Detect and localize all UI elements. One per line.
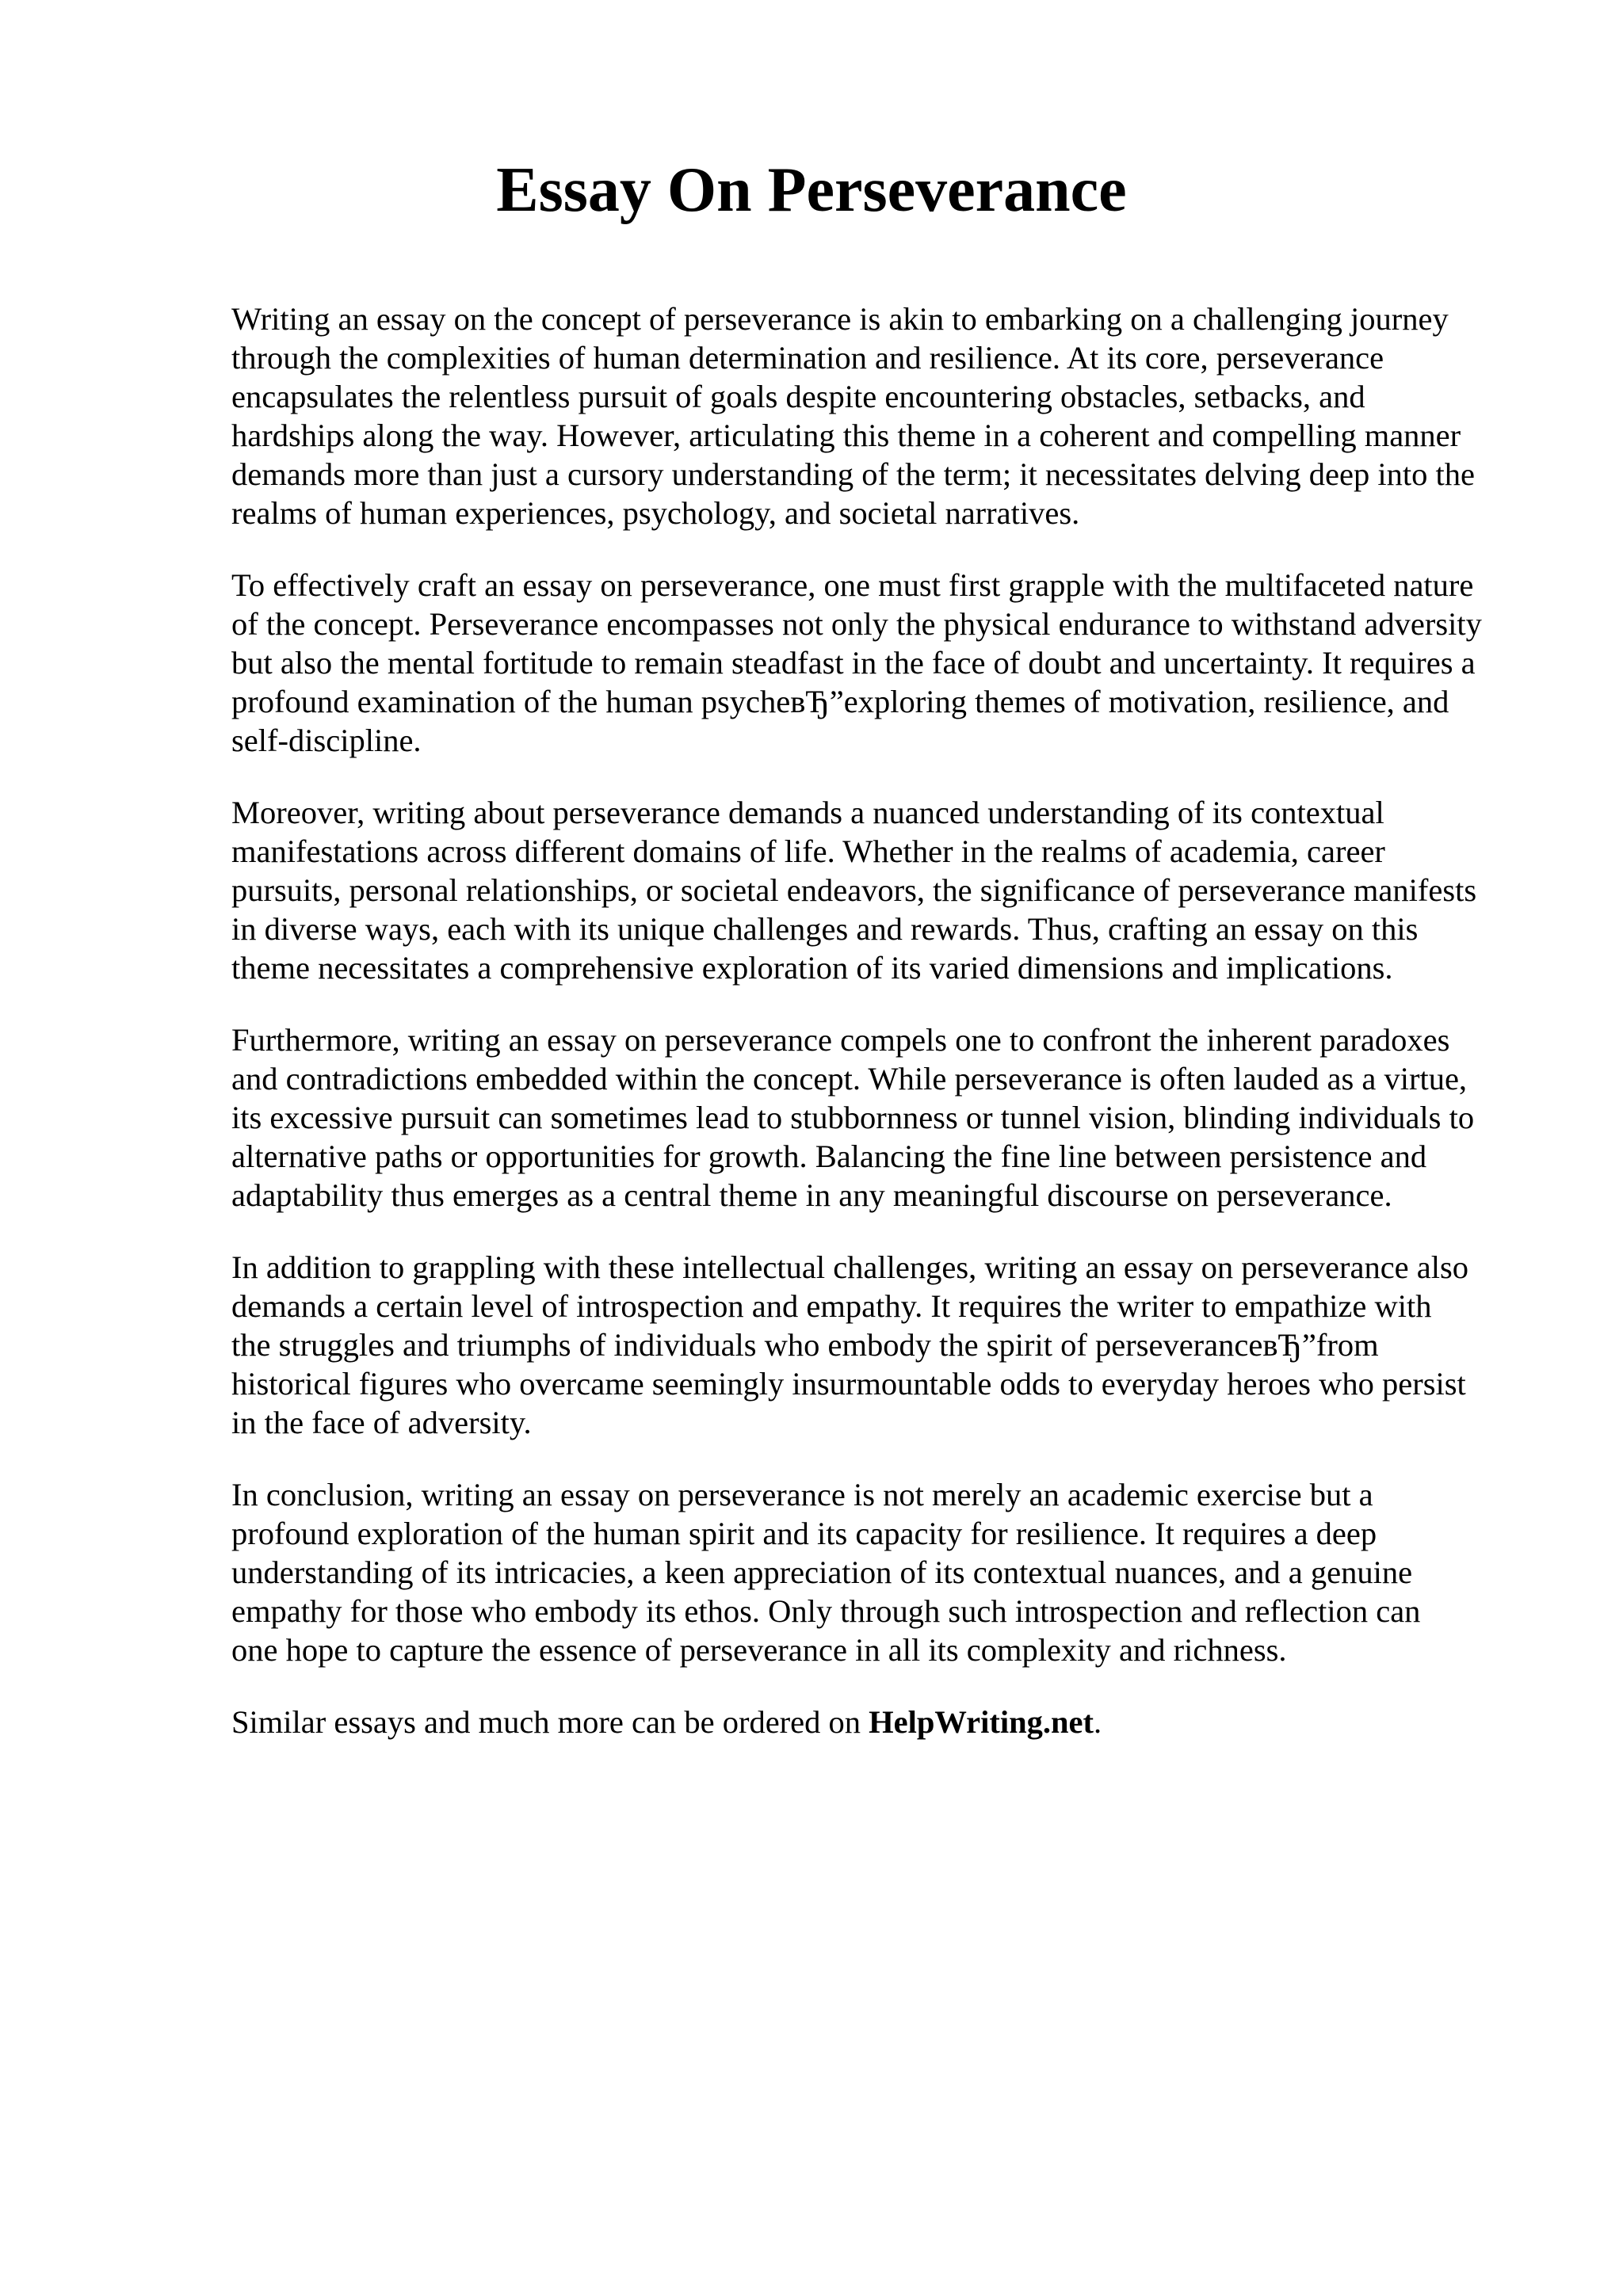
promo-line: [231, 1703, 1523, 1741]
paragraph-1: [231, 299, 1523, 532]
text-line: understanding of its intricacies, a keen appreciation of its contextual nuances, and a genuine: [231, 1554, 1413, 1590]
text-line: encapsulates the relentless pursuit of goals despite encountering obstacles, setbacks, and: [231, 379, 1365, 414]
paragraph-4: [231, 1020, 1523, 1215]
text-line: empathy for those who embody its ethos. Only through such introspection and reflection can: [231, 1593, 1421, 1629]
text-line: in diverse ways, each with its unique challenges and rewards. Thus, crafting an essay on this: [231, 911, 1419, 947]
text-line: one hope to capture the essence of perseverance in all its complexity and richness.: [231, 1632, 1287, 1668]
text-line: theme necessitates a comprehensive exploration of its varied dimensions and implications.: [231, 950, 1393, 986]
paragraph-3: [231, 793, 1523, 987]
text-line: in the face of adversity.: [231, 1405, 532, 1440]
text-line: Furthermore, writing an essay on perseverance compels one to confront the inherent paradoxes: [231, 1022, 1450, 1058]
text-line: historical figures who overcame seemingly insurmountable odds to everyday heroes who persist: [231, 1366, 1466, 1402]
text-line: demands more than just a cursory understanding of the term; it necessitates delving deep into the: [231, 456, 1475, 492]
promo-suffix: .: [1094, 1704, 1102, 1740]
text-line: profound examination of the human psycheвЂ”exploring themes of motivation, resilience, and: [231, 684, 1449, 719]
text-line: demands a certain level of introspection and empathy. It requires the writer to empathize with: [231, 1288, 1432, 1324]
text-line: hardships along the way. However, articulating this theme in a coherent and compelling manner: [231, 418, 1461, 453]
text-line: In conclusion, writing an essay on perseverance is not merely an academic exercise but a: [231, 1477, 1373, 1512]
text-line: the struggles and triumphs of individuals who embody the spirit of perseveranceвЂ”from: [231, 1327, 1379, 1363]
text-line: of the concept. Perseverance encompasses not only the physical endurance to withstand adversity: [231, 606, 1482, 642]
paragraph-2: [231, 566, 1523, 760]
text-line: alternative paths or opportunities for growth. Balancing the fine line between persistence and: [231, 1138, 1427, 1174]
essay-body: [231, 299, 1523, 1741]
text-line: Writing an essay on the concept of perseverance is akin to embarking on a challenging journey: [231, 301, 1449, 337]
text-line: its excessive pursuit can sometimes lead to stubbornness or tunnel vision, blinding individuals to: [231, 1100, 1475, 1135]
promo-prefix: Similar essays and much more can be ordered on: [231, 1704, 869, 1740]
text-line: self-discipline.: [231, 723, 422, 758]
text-line: To effectively craft an essay on perseverance, one must first grapple with the multifaceted nature: [231, 567, 1474, 603]
text-line: through the complexities of human determination and resilience. At its core, perseverance: [231, 340, 1384, 376]
text-line: and contradictions embedded within the concept. While perseverance is often lauded as a virtue,: [231, 1061, 1468, 1097]
text-line: realms of human experiences, psychology, and societal narratives.: [231, 495, 1080, 531]
text-line: In addition to grappling with these intellectual challenges, writing an essay on perseverance also: [231, 1249, 1469, 1285]
text-line: but also the mental fortitude to remain steadfast in the face of doubt and uncertainty. It requires a: [231, 645, 1476, 681]
text-line: profound exploration of the human spirit and its capacity for resilience. It requires a deep: [231, 1516, 1377, 1551]
document-title: Essay On Perseverance: [496, 155, 1127, 225]
text-line: pursuits, personal relationships, or societal endeavors, the significance of perseverance manifests: [231, 872, 1477, 908]
paragraph-5: [231, 1248, 1523, 1442]
text-line: manifestations across different domains of life. Whether in the realms of academia, career: [231, 833, 1385, 869]
text-line: adaptability thus emerges as a central theme in any meaningful discourse on perseverance.: [231, 1177, 1392, 1213]
paragraph-6: [231, 1475, 1523, 1669]
text-line: Moreover, writing about perseverance demands a nuanced understanding of its contextual: [231, 795, 1384, 830]
helpwriting-link[interactable]: HelpWriting.net: [869, 1704, 1094, 1740]
